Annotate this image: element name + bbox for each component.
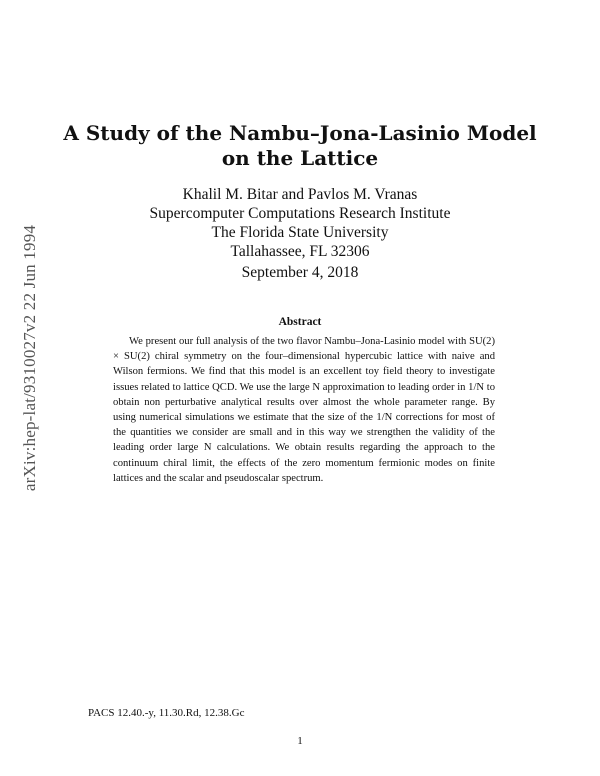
arxiv-identifier-text: arXiv:hep-lat/9310027v2 22 Jun 1994 bbox=[20, 224, 39, 492]
affiliation-university: The Florida State University bbox=[211, 224, 389, 241]
paper-title bbox=[60, 121, 540, 171]
pacs-codes: PACS 12.40.-y, 11.30.Rd, 12.38.Gc bbox=[88, 707, 245, 719]
affiliation-institute: Supercomputer Computations Research Institute bbox=[149, 205, 451, 222]
arxiv-identifier bbox=[20, 208, 40, 508]
abstract-heading: Abstract bbox=[278, 316, 322, 328]
author-names: Khalil M. Bitar and Pavlos M. Vranas bbox=[182, 186, 418, 203]
title-line-2: on the Lattice bbox=[221, 146, 379, 170]
paper-date: September 4, 2018 bbox=[241, 264, 359, 281]
title-line-1: A Study of the Nambu–Jona-Lasinio Model bbox=[63, 121, 537, 145]
author-block bbox=[60, 185, 540, 261]
page-number: 1 bbox=[297, 735, 303, 747]
abstract-body: We present our full analysis of the two flavor Nambu–Jona-Lasinio model with SU(2) × SU(2) chiral symmetry on the four–dimensional hypercubic lattice with naive and Wilson fermions. We find that this model is an excellent toy field theory to investigate issues related to lattice QCD. We use the large N approximation to leading order in 1/N to obtain non perturbative analytical results over almost the whole parameter range. By using numerical simulations we estimate that the size of the 1/N corrections for most of the quantities we consider are small and in this way we strengthen the validity of the leading order large N calculations. We obtain results regarding the approach to the continuum chiral limit, the effects of the zero momentum fermionic modes on finite lattices and the scalar and pseudoscalar spectrum. bbox=[113, 336, 495, 484]
affiliation-address: Tallahassee, FL 32306 bbox=[230, 243, 370, 260]
